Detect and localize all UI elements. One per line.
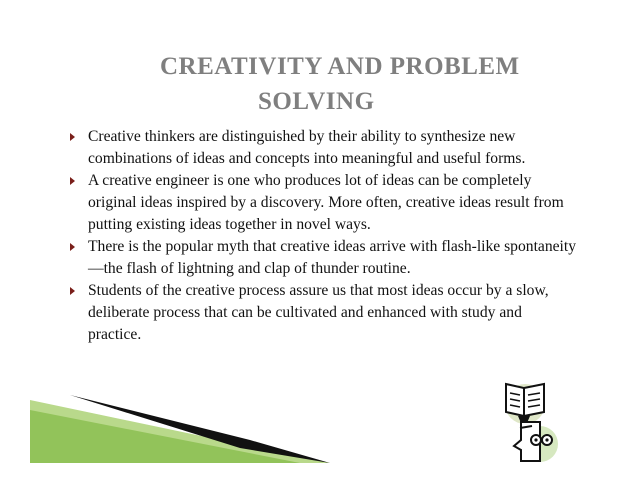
scientist-icon <box>514 422 558 462</box>
slide-title-line-2: SOLVING <box>258 88 375 115</box>
bullet-text: Students of the creative process assure us that most ideas occur by a slow, deliberate process that can be cultivated and enhanced with study and practice. <box>88 282 549 343</box>
bullet-text: A creative engineer is one who produces lot of ideas can be completely original ideas inspired by a discovery. More often, creative ideas result from putting existing ideas together in novel ways. <box>88 172 564 233</box>
book-icon <box>505 384 545 424</box>
bullet-text: There is the popular myth that creative ideas arrive with flash-like spontaneity—the flash of lightning and clap of thunder routine. <box>88 238 577 277</box>
bullet-text: Creative thinkers are distinguished by their ability to synthesize new combinations of ideas and concepts into meaningful and useful forms. <box>88 128 526 167</box>
slide-title-line-1: CREATIVITY AND PROBLEM <box>160 53 520 80</box>
